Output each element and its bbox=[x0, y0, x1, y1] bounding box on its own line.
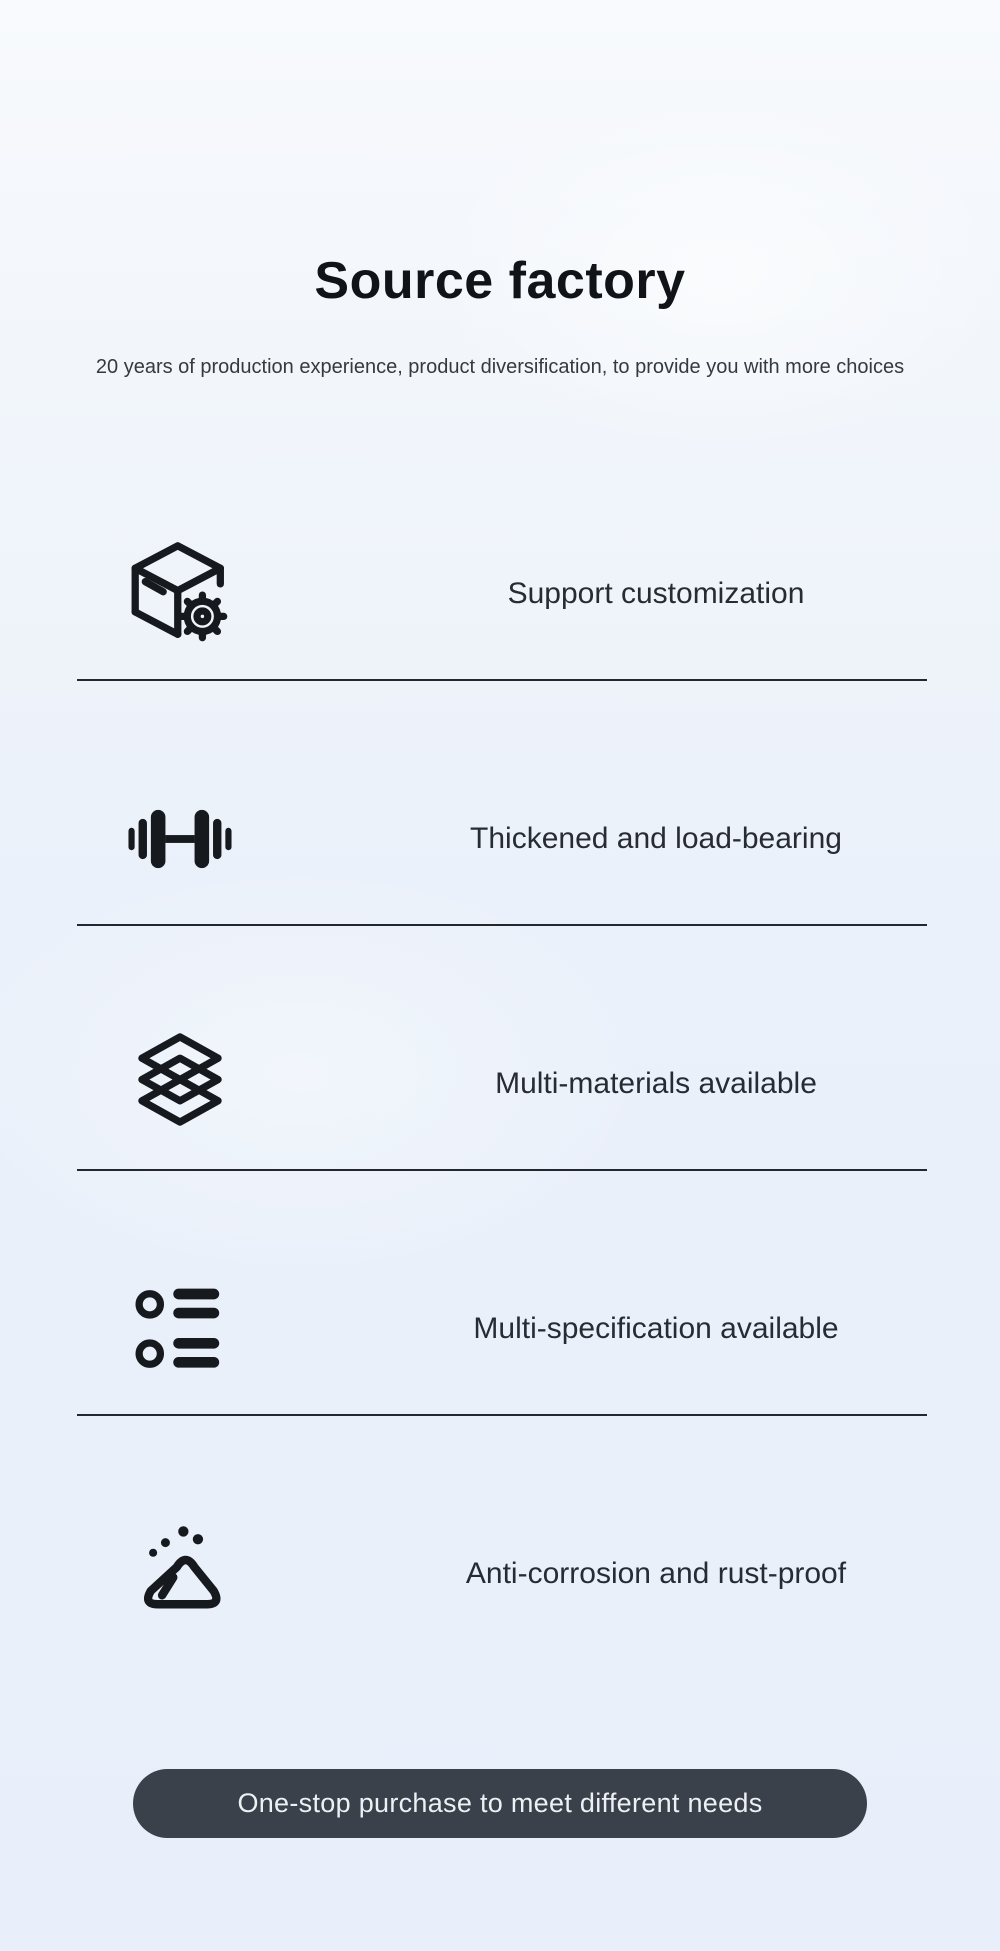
feature-label: Support customization bbox=[507, 576, 805, 610]
powder-pile-icon bbox=[124, 1518, 236, 1630]
feature-row-materials bbox=[0, 926, 1000, 1171]
feature-label: Multi-specification available bbox=[473, 1311, 839, 1345]
feature-list bbox=[0, 436, 1000, 1661]
feature-row-anti-corrosion bbox=[0, 1416, 1000, 1661]
one-stop-purchase-button[interactable]: One-stop purchase to meet different needs bbox=[133, 1769, 867, 1838]
feature-label: Multi-materials available bbox=[495, 1066, 817, 1100]
page-subtitle: 20 years of production experience, product diversification, to provide you with more choices bbox=[95, 356, 905, 378]
layers-icon bbox=[124, 1028, 236, 1140]
feature-row-load-bearing bbox=[0, 681, 1000, 926]
page-title: Source factory bbox=[314, 252, 686, 310]
feature-label: Thickened and load-bearing bbox=[470, 821, 842, 855]
feature-label: Anti-corrosion and rust-proof bbox=[465, 1556, 847, 1590]
list-icon bbox=[124, 1273, 236, 1385]
dumbbell-icon bbox=[124, 783, 236, 895]
feature-row-specification bbox=[0, 1171, 1000, 1416]
feature-row-customization bbox=[0, 436, 1000, 681]
cube-gear-icon bbox=[124, 538, 236, 650]
